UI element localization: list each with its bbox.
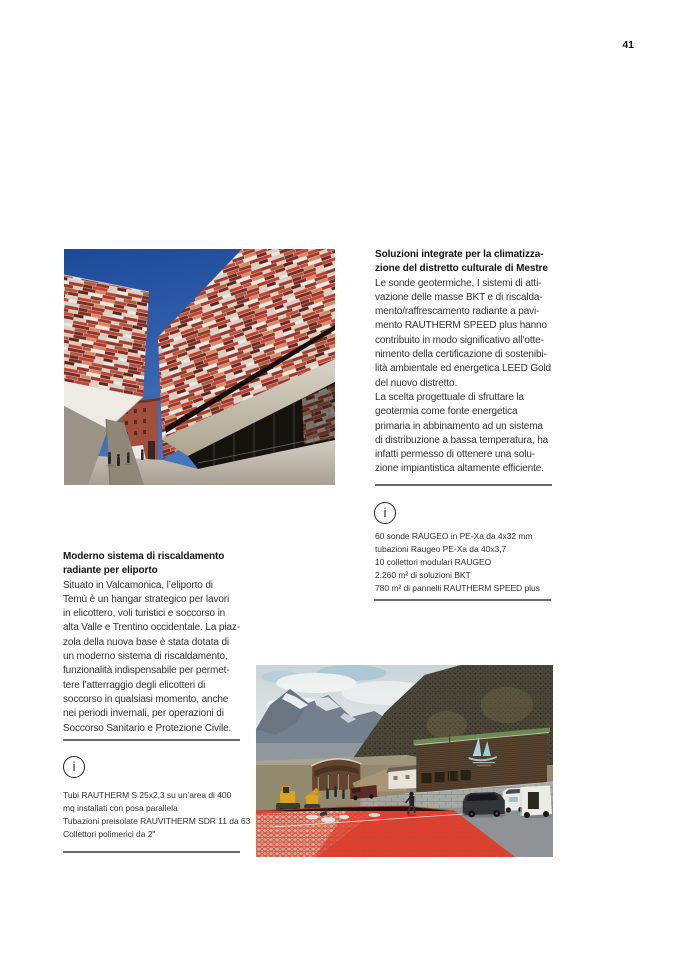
article-eliporto-heading bbox=[63, 550, 273, 579]
building-facade-illustration bbox=[64, 249, 335, 485]
divider bbox=[63, 851, 240, 853]
helipad-construction-photo bbox=[256, 665, 553, 857]
text-line: Temù è un hangar strategico per lavori bbox=[63, 593, 230, 605]
heading-line: zione del distretto culturale di Mestre bbox=[375, 263, 548, 275]
text-line: vazione delle masse BKT e di riscalda- bbox=[375, 291, 543, 303]
text-line: nimento della certificazione di sostenibi- bbox=[375, 349, 547, 361]
info-icon bbox=[374, 502, 396, 524]
info-glyph: i bbox=[383, 505, 387, 520]
text-line: primaria in abbinamento ad un sistema bbox=[375, 420, 543, 432]
text-line: zione impiantistica altamente efficiente. bbox=[375, 463, 544, 475]
spec-line: Tubazioni preisolate RAUVITHERM SDR 11 da 63 bbox=[63, 816, 251, 826]
article-eliporto bbox=[63, 550, 273, 736]
spec-line: Tubi RAUTHERM S 25x2,3 su un’area di 400 bbox=[63, 790, 232, 800]
text-line: del nuovo distretto. bbox=[375, 377, 458, 389]
spec-line: 60 sonde RAUGEO in PE-Xa da 4x32 mm bbox=[375, 531, 533, 541]
building-facade-photo bbox=[64, 249, 335, 485]
text-line: mento RAUTHERM SPEED plus hanno bbox=[375, 320, 547, 332]
text-line: Soccorso Sanitario e Protezione Civile. bbox=[63, 722, 232, 734]
article-mestre-body bbox=[375, 277, 585, 477]
text-line: zola della nuova base è stata dotata di bbox=[63, 636, 229, 648]
text-line: lità ambientale ed energetica LEED Gold bbox=[375, 363, 551, 375]
text-line: un moderno sistema di riscaldamento, bbox=[63, 651, 228, 663]
spec-line: tubazioni Raugeo PE-Xa da 40x3,7 bbox=[375, 544, 507, 554]
divider bbox=[63, 739, 240, 741]
text-line: Le sonde geotermiche, I sistemi di atti- bbox=[375, 277, 542, 289]
text-line: La scelta progettuale di sfruttare la bbox=[375, 391, 524, 403]
text-line: mento/raffrescamento radiante a pavi- bbox=[375, 306, 540, 318]
heading-line: Soluzioni integrate per la climatizza- bbox=[375, 249, 544, 260]
text-line: tere l’atterraggio degli elicotteri di bbox=[63, 679, 206, 691]
text-line: alta Valle e Trentino occidentale. La piaz- bbox=[63, 622, 240, 634]
text-line: infatti permesso di ottenere una solu- bbox=[375, 449, 535, 461]
text-line: geotermia come fonte energetica bbox=[375, 406, 518, 418]
spec-line: 10 collettori modulari RAUGEO bbox=[375, 557, 492, 567]
divider bbox=[375, 484, 552, 486]
heading-line: Moderno sistema di riscaldamento bbox=[63, 551, 225, 562]
info-glyph: i bbox=[72, 759, 76, 774]
text-line: di distribuzione a bassa temperatura, ha bbox=[375, 434, 549, 446]
spec-line: 780 m² di pannelli RAUTHERM SPEED plus bbox=[375, 583, 540, 593]
info-icon bbox=[63, 756, 85, 778]
article-mestre bbox=[375, 248, 585, 477]
divider bbox=[374, 599, 551, 601]
page-number: 41 bbox=[622, 39, 634, 51]
text-line: in elicottero, voli turistici e soccorso in bbox=[63, 608, 226, 620]
spec-line: mq installati con posa parallela bbox=[63, 803, 178, 813]
text-line: contribuito in modo significativo all’otte- bbox=[375, 334, 544, 346]
article-mestre-specs bbox=[375, 530, 585, 595]
spec-line: 2.260 m² di soluzioni BKT bbox=[375, 570, 471, 580]
article-mestre-heading bbox=[375, 248, 585, 277]
text-line: nei periodi invernali, per operazioni di bbox=[63, 708, 224, 720]
text-line: soccorso in qualsiasi momento, anche bbox=[63, 693, 229, 705]
heading-line: radiante per eliporto bbox=[63, 565, 158, 577]
helipad-construction-illustration bbox=[256, 665, 553, 857]
text-line: funzionalità indispensabile per permet- bbox=[63, 665, 230, 677]
spec-line: Collettori polimerici da 2" bbox=[63, 829, 156, 839]
article-eliporto-specs bbox=[63, 789, 273, 841]
text-line: Situato in Valcamonica, l’eliporto di bbox=[63, 579, 213, 591]
article-eliporto-body bbox=[63, 579, 273, 736]
